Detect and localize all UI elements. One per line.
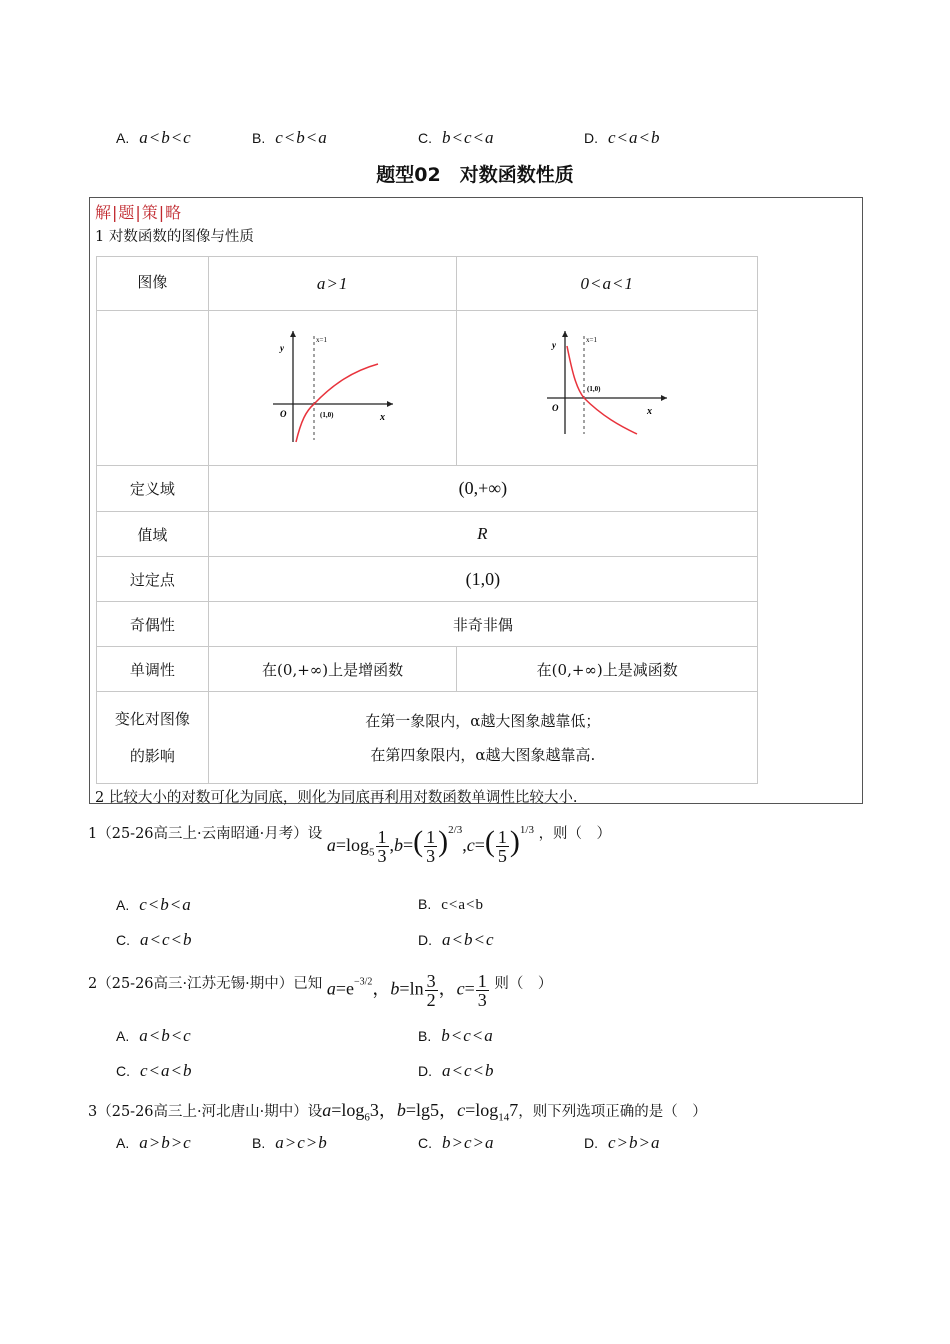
parity-label: 奇偶性 [97,602,209,647]
g1-point-label: (1,0) [319,411,334,419]
effect-label-line-2: 的影响 [129,746,175,765]
q1-option-b: B. c<a<b [418,896,484,913]
g1-line-label: x=1 [315,336,327,344]
effect-line-1: 在第一象限内，α越大图象越靠低； [365,711,601,730]
q2-stem-pre: 2（25-26高三·江苏无锡·期中）已知 [88,976,323,992]
graph-decreasing [457,311,758,466]
question-3-stem [88,1096,707,1124]
q1-stem-post: ，则（ ） [538,826,612,842]
q3-formula: $a=\log_63$，b=lg5，$c=\log_{14}7$ [322,1100,519,1124]
question-1-stem [88,822,611,865]
monotonic-label: 单调性 [97,647,209,692]
question-2-stem [88,972,552,1009]
q2-option-a: A. a<b<c [116,1026,192,1045]
fixed-point-value: (1,0) [208,557,757,602]
q2-stem-post: 则（ ） [494,976,553,992]
top-option-b: B. c<b<a [252,128,328,147]
graph-increasing-svg [268,326,398,446]
domain-label: 定义域 [97,466,209,512]
g1-origin-label: O [279,409,287,419]
q2-option-d: D. a<c<b [418,1061,495,1080]
effect-line-2: 在第四象限内，α越大图象越靠高. [370,745,596,764]
q3-stem-post: ，则下列选项正确的是（ ） [518,1104,707,1120]
monotonic-increasing: 在(0,+∞)上是增函数 [208,647,457,692]
col-header-a-gt-1: a>1 [208,257,457,311]
range-value: R [208,512,757,557]
effect-label-line-1: 变化对图像 [114,709,190,728]
q1-stem-pre: 1（25-26高三上·云南昭通·月考）设 [88,826,323,842]
effect-value [208,692,757,784]
log-properties-table [96,256,758,784]
q3-stem-pre: 3（25-26高三上·河北唐山·期中）设 [88,1104,323,1120]
image-label: 图像 [97,257,209,311]
top-option-d: D. c<a<b [584,128,661,147]
q1-option-a: A. c<b<a [116,895,192,914]
q2-option-c: C. c<a<b [116,1061,193,1080]
parity-value: 非奇非偶 [208,602,757,647]
q3-option-c: C. b>c>a [418,1133,495,1152]
q2-formula: $a=e^{-3/2}$，b=ln $\frac{3}{2}$ ，c= $\frac{1}{3}$ [326,971,487,1010]
g1-x-label: x [379,412,385,423]
q1-option-d: D. a<b<c [418,930,495,949]
g2-origin-label: O [552,403,559,413]
q3-option-d: D. c>b>a [584,1133,661,1152]
col-header-a-lt-1: 0<a<1 [457,257,758,311]
top-option-a: A. a<b<c [116,128,192,147]
domain-value: (0,+∞) [208,466,757,512]
graph-increasing [208,311,457,466]
strategy-heading: 解|题|策|略 [95,203,183,222]
q3-option-a: A. a>b>c [116,1133,192,1152]
fixed-point-label: 过定点 [97,557,209,602]
range-label: 值域 [97,512,209,557]
q1-formula: $a=\log_5$ $\frac{1}{3}$ ,b=( $\frac{1}{3}$ )$^{2/3}$,c=( $\frac{1}{5}$ )$^{1/3}$ [326,824,534,867]
g2-x-label: x [647,406,653,417]
strategy-point-2: 2 比较大小的对数可化为同底，则化为同底再利用对数函数单调性比较大小. [95,790,578,806]
q1-option-c: C. a<c<b [116,930,193,949]
strategy-point-1: 1 对数函数的图像与性质 [95,229,254,245]
q2-option-b: B. b<c<a [418,1026,494,1045]
g2-point-label: (1,0) [587,385,601,393]
graph-decreasing-svg [542,326,672,446]
monotonic-decreasing: 在(0,+∞)上是减函数 [457,647,758,692]
effect-label [97,692,209,784]
q3-option-b: B. a>c>b [252,1133,328,1152]
section-title: 题型02 对数函数性质 [376,164,574,186]
g2-line-label: x=1 [586,336,598,344]
image-spacer [97,311,209,466]
g2-y-label: y [552,340,557,350]
top-option-c: C. b<c<a [418,128,495,147]
g1-y-label: y [279,343,284,353]
